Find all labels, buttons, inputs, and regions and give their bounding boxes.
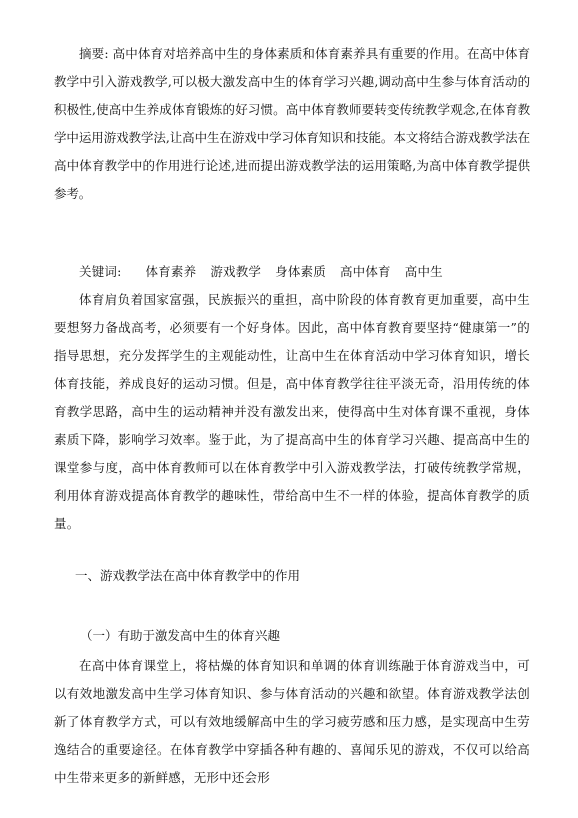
section-heading: 一、游戏教学法在高中体育教学中的作用: [75, 568, 301, 583]
intro-paragraph: 体育肩负着国家富强，民族振兴的重担，高中阶段的体育教育更加重要，高中生要想努力备战高考，必须要有一个好身体。因此，高中体育教育要坚持“健康第一”的指导思想，充分发挥学生的主观能动性，让高中生在体育活动中学习体育知识，增长体育技能，养成良好的运动习惯。但是，高中体育教学往往平淡无奇，沿用传统的体育教学思路，高中生的运动精神并没有激发出来，使得高中生对体育课不重视，身体素质下降，影响学习效率。鉴于此，为了提高高中生的体育学习兴趣、提高高中生的课堂参与度，高中体育教师可以在体育教学中引入游戏教学法，打破传统教学常规，利用体育游戏提高体育教学的趣味性，带给高中生不一样的体验，提高体育教学的质量。: [54, 292, 530, 531]
keyword-item: 体育素养: [145, 264, 197, 279]
keywords-line: [54, 258, 530, 286]
keyword-item: 高中体育: [339, 264, 391, 279]
keyword-item: 高中生: [404, 264, 443, 279]
keywords-label: 关键词:: [79, 264, 122, 279]
body-paragraph: 在高中体育课堂上，将枯燥的体育知识和单调的体育训练融于体育游戏当中，可以有效地激发高中生学习体育知识、参与体育活动的兴趣和欲望。体育游戏教学法创新了体育教学方式，可以有效地缓解高中生的学习疲劳感和压力感，是实现高中生劳逸结合的重要途径。在体育教学中穿插各种有趣的、喜闻乐见的游戏，不仅可以给高中生带来更多的新鲜感，无形中还会形: [54, 658, 530, 785]
abstract-label: 摘要:: [79, 46, 109, 61]
keyword-item: 游戏教学: [210, 264, 262, 279]
abstract-text: 高中体育对培养高中生的身体素质和体育素养具有重要的作用。在高中体育教学中引入游戏教学,可以极大激发高中生的体育学习兴趣,调动高中生参与体育活动的积极性,使高中生养成体育锻炼的好习惯。高中体育教师要转变传统教学观念,在体育教学中运用游戏教学法,让高中生在游戏中学习体育知识和技能。本文将结合游戏教学法在高中体育教学中的作用进行论述,进而提出游戏教学法的运用策略,为高中体育教学提供参考。: [54, 46, 531, 201]
abstract-paragraph: [54, 40, 530, 208]
subsection-heading: （一）有助于激发高中生的体育兴趣: [80, 628, 281, 643]
keyword-item: 身体素质: [275, 264, 326, 279]
